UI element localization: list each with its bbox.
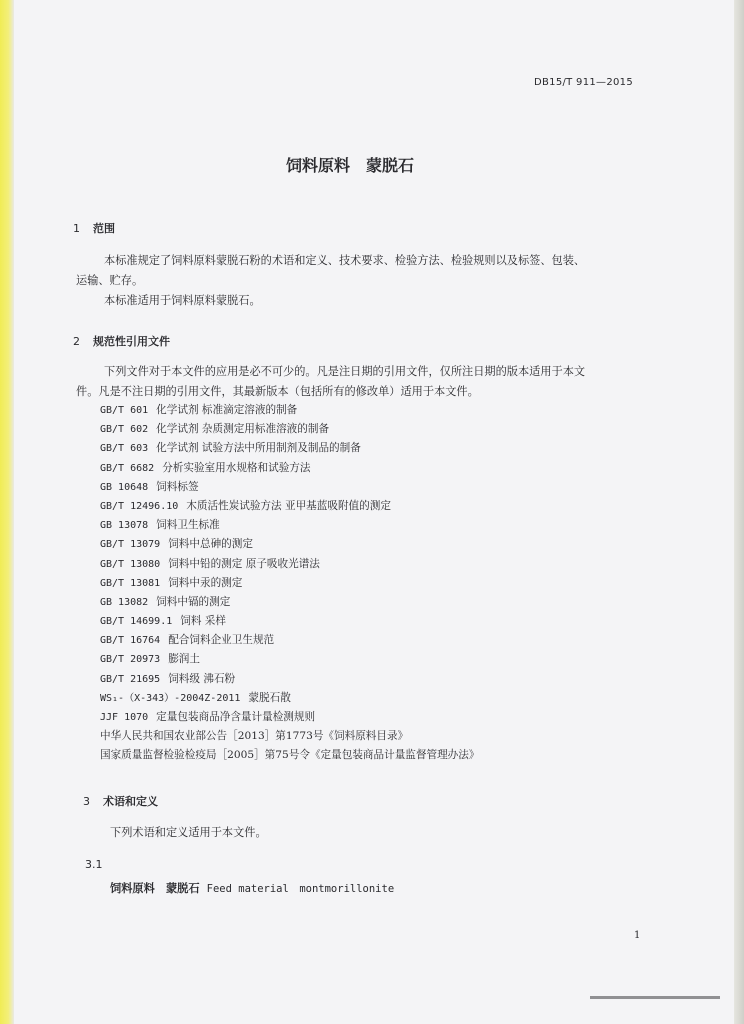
reference-item	[100, 612, 479, 631]
reference-item	[100, 746, 479, 765]
section-1-number: 1	[73, 222, 80, 235]
reference-code: GB/T 16764	[100, 635, 161, 647]
reference-item	[100, 574, 479, 593]
document-title: 饲料原料 蒙脱石	[285, 156, 414, 175]
reference-item	[100, 535, 479, 554]
reference-title: 饲料中总砷的测定	[168, 538, 253, 551]
reference-item	[100, 555, 479, 574]
section-1-title: 范围	[93, 222, 115, 235]
section-2-number: 2	[73, 335, 80, 348]
reference-code: JJF 1070	[100, 712, 149, 723]
reference-code: GB/T 6682	[100, 462, 155, 474]
page-number: 1	[634, 930, 641, 941]
section-3-title: 术语和定义	[103, 795, 158, 808]
term-3-1	[110, 880, 394, 896]
term-chinese: 饲料原料 蒙脱石	[110, 882, 200, 895]
reference-item	[100, 401, 479, 420]
section-3-number: 3	[83, 795, 90, 808]
reference-title: 化学试剂 标准滴定溶液的制备	[156, 404, 298, 416]
reference-item	[100, 670, 479, 689]
subsection-3-1-number: 3.1	[85, 858, 103, 871]
reference-item	[100, 708, 479, 727]
reference-item	[100, 689, 479, 708]
reference-code: GB/T 602	[100, 424, 149, 436]
reference-code: GB 13082	[100, 596, 149, 608]
section-1-heading	[73, 220, 115, 236]
section-2-heading	[73, 333, 170, 349]
reference-code: GB/T 12496.10	[100, 500, 179, 512]
reference-title: 饲料标签	[156, 480, 199, 493]
reference-title: 饲料中镉的测定	[156, 595, 231, 608]
reference-item	[100, 459, 479, 478]
document-code: DB15/T 911—2015	[534, 77, 633, 88]
reference-item	[100, 439, 479, 458]
reference-code: GB 13078	[100, 520, 149, 532]
section-1-para-1-line-1: 本标准规定了饲料原料蒙脱石粉的术语和定义、技术要求、检验方法、检验规则以及标签、包装、	[104, 254, 586, 267]
section-2-title: 规范性引用文件	[93, 335, 170, 348]
reference-code: GB/T 21695	[100, 673, 161, 685]
reference-item	[100, 420, 479, 439]
section-2-intro	[76, 362, 656, 402]
reference-item	[100, 593, 479, 612]
reference-title: 饲料卫生标准	[156, 519, 220, 532]
reference-code: GB/T 603	[100, 443, 149, 455]
reference-item	[100, 497, 479, 516]
reference-title: 化学试剂 试验方法中所用制剂及制品的制备	[156, 442, 361, 455]
reference-item	[100, 516, 479, 535]
reference-code: GB 10648	[100, 481, 149, 493]
reference-item	[100, 478, 479, 497]
reference-title: 分析实验室用水规格和试验方法	[162, 461, 311, 474]
normative-references-list	[100, 401, 479, 766]
reference-code: GB/T 20973	[100, 654, 161, 666]
term-english: Feed material montmorillonite	[206, 883, 395, 895]
section-1-body	[76, 251, 656, 311]
reference-item	[100, 631, 479, 650]
reference-title: 蒙脱石散	[248, 691, 291, 704]
reference-title: 化学试剂 杂质测定用标准溶液的制备	[156, 423, 330, 436]
reference-title: 饲料级 沸石粉	[168, 672, 236, 685]
section-1-para-2: 本标准适用于饲料原料蒙脱石。	[104, 294, 261, 307]
reference-title: 定量包装商品净含量计量检测规则	[156, 711, 316, 723]
reference-code: GB/T 14699.1	[100, 616, 173, 628]
reference-title: 膨润土	[168, 653, 200, 666]
section-1-para-1-line-2: 运输、贮存。	[76, 274, 144, 287]
reference-code: GB/T 13079	[100, 539, 161, 551]
reference-title: 饲料 采样	[180, 615, 226, 628]
reference-code: GB/T 601	[100, 405, 149, 416]
reference-title: 木质活性炭试验方法 亚甲基蓝吸附值的测定	[186, 499, 391, 512]
reference-title: 饲料中铅的测定 原子吸收光谱法	[168, 557, 320, 570]
reference-title: 国家质量监督检验检疫局［2005］第75号令《定量包装商品计量监督管理办法》	[100, 749, 480, 762]
reference-code: GB/T 13080	[100, 558, 161, 570]
reference-title: 配合饲料企业卫生规范	[168, 634, 275, 647]
section-3-intro: 下列术语和定义适用于本文件。	[110, 826, 267, 839]
reference-code: GB/T 13081	[100, 577, 161, 589]
reference-title: 中华人民共和国农业部公告［2013］第1773号《饲料原料目录》	[100, 730, 409, 743]
reference-item	[100, 650, 479, 669]
section-2-intro-line-2: 件。凡是不注日期的引用文件，其最新版本（包括所有的修改单）适用于本文件。	[76, 385, 479, 398]
reference-item	[100, 727, 479, 746]
section-3-heading	[83, 793, 158, 809]
reference-title: 饲料中汞的测定	[168, 576, 243, 589]
reference-code: WS₁-（X-343）-2004Z-2011	[100, 692, 241, 704]
section-2-intro-line-1: 下列文件对于本文件的应用是必不可少的。凡是注日期的引用文件，仅所注日期的版本适用于本文	[104, 365, 586, 378]
